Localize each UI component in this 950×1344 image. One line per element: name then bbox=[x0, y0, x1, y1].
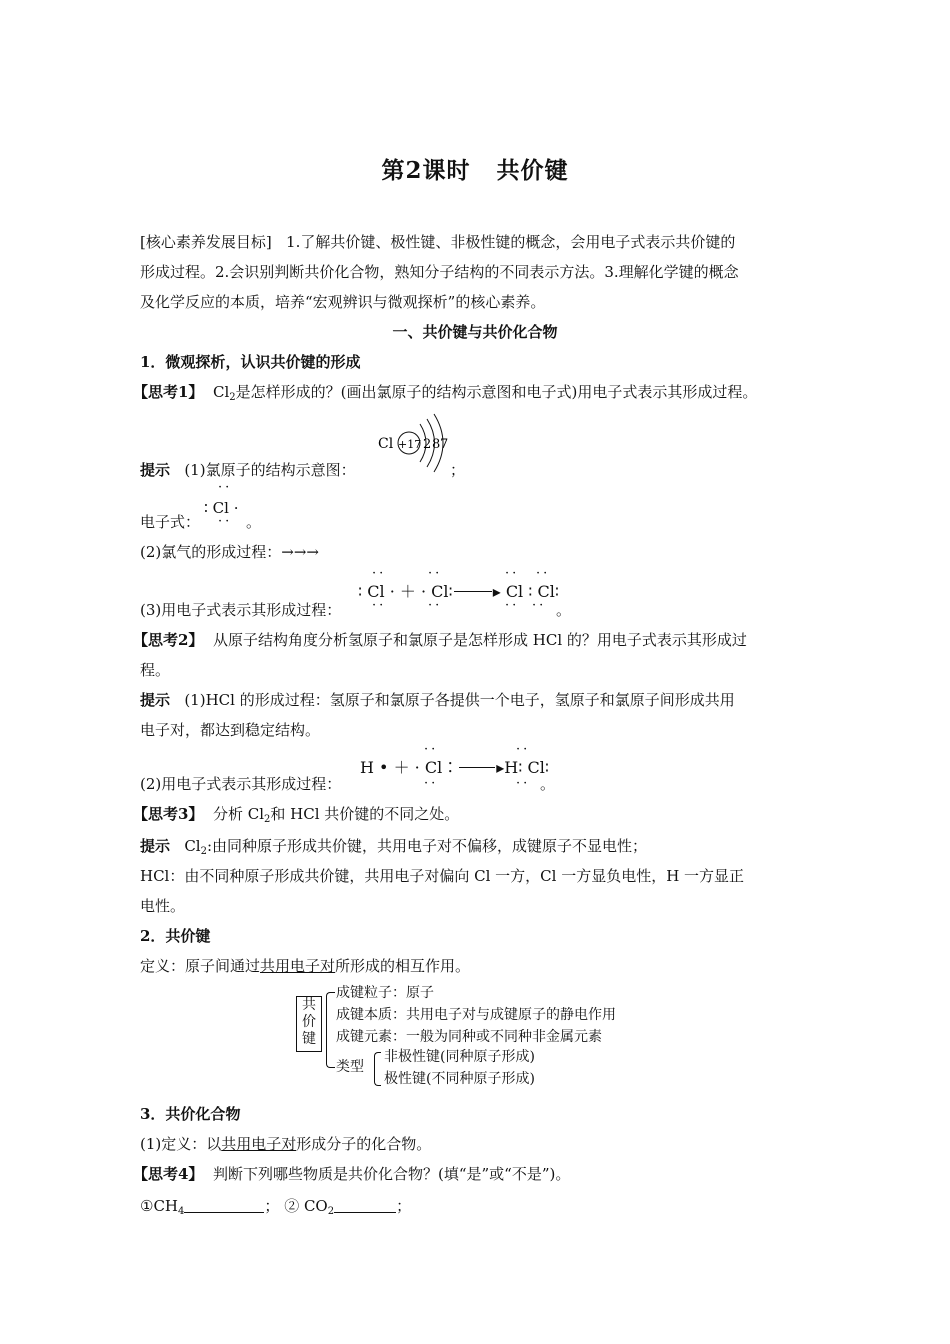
eq2-dots-top-2: ·· bbox=[516, 742, 531, 757]
eq1-dots-bottom-2: ·· bbox=[428, 598, 443, 613]
bond-item-nature: 成键本质：共用电子对与成键原子的静电作用 bbox=[336, 1007, 616, 1023]
eq2-dots-bottom-2: ·· bbox=[516, 776, 531, 791]
think3-hint-2: HCl：由不同种原子形成共价键，共用电子对偏向 Cl 一方，Cl 一方显负电性，H 一方显正 bbox=[140, 867, 745, 885]
section-heading-1: 一、共价键与共价化合物 bbox=[392, 323, 558, 341]
type-brace bbox=[374, 1052, 381, 1086]
eq1-dots-top-4: ·· bbox=[536, 566, 551, 581]
answer-blank-ch4[interactable] bbox=[184, 1198, 264, 1213]
covalent-compound-definition: (1)定义：以共用电子对形成分子的化合物。 bbox=[140, 1135, 432, 1153]
page-title bbox=[0, 152, 950, 185]
hcl-equation: H • ＋ · Cl∶ ▸H∶ Cl∶ bbox=[360, 758, 549, 777]
chlorine-equation: ∶ Cl · ＋ · Cl∶ ▸ Cl ∶ Cl∶ bbox=[358, 582, 560, 601]
objectives-line-1: [核心素养发展目标] 1.了解共价键、极性键、非极性键的概念，会用电子式表示共价键的 bbox=[140, 233, 736, 251]
objectives-line-3: 及化学反应的本质，培养“宏观辨识与微观探析”的核心素养。 bbox=[140, 293, 546, 311]
electron-dots-top: ·· bbox=[218, 480, 233, 495]
think1-hint-3: (3)用电子式表示其形成过程： bbox=[140, 601, 342, 619]
shell-count-3: 7 bbox=[440, 437, 449, 452]
shell-count-2: 8 bbox=[432, 437, 441, 452]
electron-formula: ∶ Cl · bbox=[204, 499, 239, 517]
think2-hint-label: 提示 bbox=[140, 691, 171, 709]
lesson-number: 第2课时 bbox=[381, 157, 471, 184]
nucleus-charge: +17 bbox=[398, 438, 422, 451]
lesson-topic: 共价键 bbox=[496, 157, 569, 184]
compound-key-term: 共用电子对 bbox=[221, 1135, 297, 1153]
think2-hint-2: 电子对，都达到稳定结构。 bbox=[140, 721, 321, 739]
eq2-dots-bottom-1: ·· bbox=[424, 776, 439, 791]
objectives-label: [核心素养发展目标] bbox=[140, 233, 272, 251]
diagram-symbol: Cl bbox=[378, 436, 394, 452]
formation-arrows: →→→ bbox=[281, 543, 319, 561]
bond-type-nonpolar: 非极性键(同种原子形成) bbox=[384, 1049, 535, 1065]
sub-heading-2: 2．共价键 bbox=[140, 927, 211, 945]
covalent-bond-definition: 定义：原子间通过共用电子对所形成的相互作用。 bbox=[140, 957, 471, 975]
eq1-dots-top-1: ·· bbox=[372, 566, 387, 581]
electron-dots-bottom: ·· bbox=[218, 514, 233, 529]
eq1-dots-bottom-1: ·· bbox=[372, 598, 387, 613]
think4-label: 【思考4】 bbox=[133, 1165, 204, 1183]
sub-heading-3: 3．共价化合物 bbox=[140, 1105, 241, 1123]
think3-label: 【思考3】 bbox=[133, 805, 204, 823]
think4-items: $①CH_4$ ； ② $CO_2$ ； bbox=[140, 1197, 412, 1217]
think1-label: 【思考1】 bbox=[133, 383, 204, 401]
electron-formula-label: 电子式： bbox=[140, 513, 201, 531]
think4-question: 【思考4】 判断下列哪些物质是共价化合物？(填“是”或“不是”)。 bbox=[133, 1165, 571, 1183]
sub-heading-1: 1．微观探析，认识共价键的形成 bbox=[140, 353, 361, 371]
eq1-dots-bottom-3: ·· bbox=[505, 598, 520, 613]
main-brace bbox=[326, 992, 335, 1068]
bond-item-particles: 成键粒子：原子 bbox=[336, 985, 434, 1001]
think1-hint-2: (2)氯气的形成过程：→→→ bbox=[140, 543, 319, 561]
think2-label: 【思考2】 bbox=[133, 631, 204, 649]
think3-question: 【思考3】 分析 $Cl_2$和 HCl 共价键的不同之处。 bbox=[133, 805, 460, 825]
think2-question-1: 【思考2】 从原子结构角度分析氢原子和氯原子是怎样形成 HCl 的？用电子式表示其形成过 bbox=[133, 631, 747, 649]
eq1-dots-top-2: ·· bbox=[428, 566, 443, 581]
objectives-line-2: 形成过程。2.会识别判断共价化合物，熟知分子结构的不同表示方法。3.理解化学键的概念 bbox=[140, 263, 739, 281]
bond-item-elements: 成键元素：一般为同种或不同种非金属元素 bbox=[336, 1029, 602, 1045]
shell-count-1: 2 bbox=[423, 437, 432, 452]
electron-formula-end: 。 bbox=[246, 513, 262, 531]
definition-key-term: 共用电子对 bbox=[260, 957, 336, 975]
covalent-bond-box: 共 价 键 bbox=[296, 996, 322, 1052]
think2-hint-1: 提示 (1)HCl 的形成过程：氢原子和氯原子各提供一个电子，氢原子和氯原子间形成共用 bbox=[140, 691, 735, 709]
think3-hint-1: 提示 $Cl_2$:由同种原子形成共价键，共用电子对不偏移，成键原子不显电性； bbox=[140, 837, 648, 857]
chlorine-structure-diagram bbox=[372, 410, 462, 480]
think1-hint-1: 提示 (1)氯原子的结构示意图： bbox=[140, 461, 356, 479]
answer-blank-co2[interactable] bbox=[334, 1198, 396, 1213]
think1-hint-label: 提示 bbox=[140, 461, 171, 479]
bond-type-label: 类型 bbox=[336, 1059, 364, 1075]
eq2-end: 。 bbox=[540, 775, 556, 793]
eq2-dots-top-1: ·· bbox=[424, 742, 439, 757]
think2-hint-3: (2)用电子式表示其形成过程： bbox=[140, 775, 342, 793]
eq1-dots-bottom-4: ·· bbox=[532, 598, 547, 613]
eq1-dots-top-3: ·· bbox=[505, 566, 520, 581]
think3-hint-3: 电性。 bbox=[140, 897, 186, 915]
eq1-end: 。 bbox=[556, 601, 572, 619]
think1-hint-1-end: ； bbox=[450, 461, 466, 479]
think2-question-2: 程。 bbox=[140, 661, 171, 679]
bond-type-polar: 极性键(不同种原子形成) bbox=[384, 1071, 535, 1087]
think3-hint-label: 提示 bbox=[140, 837, 171, 855]
think1-question: 【思考1】 $Cl_2$是怎样形成的？(画出氯原子的结构示意图和电子式)用电子式表示其形成过程。 bbox=[133, 383, 758, 403]
